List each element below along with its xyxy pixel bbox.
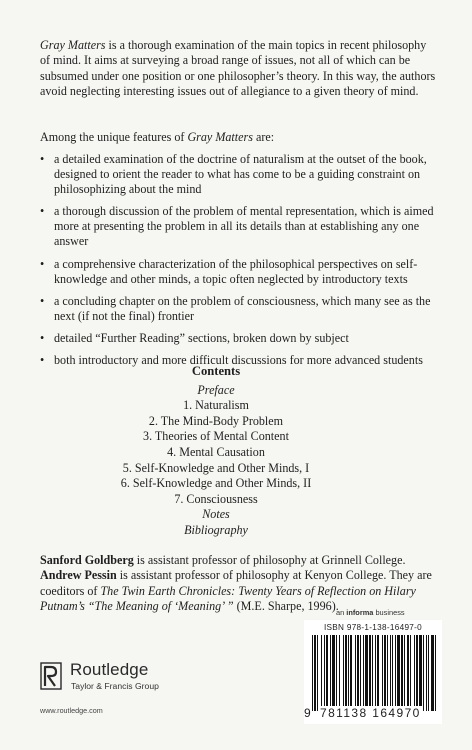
barcode-bar: [348, 635, 349, 711]
barcode-bar: [324, 635, 325, 711]
feature-item: [40, 257, 438, 287]
barcode-bar: [312, 635, 313, 711]
author2-name: Andrew Pessin: [40, 568, 117, 583]
barcode-bar: [375, 635, 376, 711]
barcode-bar: [390, 635, 391, 711]
feature-item: [40, 152, 438, 197]
features-list: [40, 152, 438, 375]
contents-chapter: 2. The Mind-Body Problem: [148, 413, 284, 428]
contents-bibliography: Bibliography: [184, 522, 248, 537]
contents-chapter: 4. Mental Causation: [167, 444, 265, 459]
publisher-name: Routledge: [70, 660, 149, 679]
feature-item: [40, 294, 438, 324]
publisher-group: Taylor & Francis Group: [71, 681, 159, 691]
contents-chapter: 6. Self-Knowledge and Other Minds, II: [120, 476, 312, 491]
barcode-bar: [345, 635, 347, 711]
barcode-bar: [410, 635, 411, 711]
barcode-bar: [339, 635, 340, 711]
intro-title: Gray Matters: [40, 38, 106, 52]
barcode-bar: [431, 635, 434, 711]
barcode-bar: [407, 635, 409, 711]
barcode-bar: [365, 635, 368, 711]
feature-text: a comprehensive characterization of the philosophical perspectives on self-knowledge and other minds, a topic often neglected by introductory texts: [54, 256, 418, 286]
table-of-contents: [60, 364, 372, 539]
feature-item: [40, 331, 438, 346]
barcode-bar: [395, 635, 396, 711]
barcode-bar: [435, 635, 436, 711]
bullet-icon: •: [40, 204, 45, 219]
barcode-bar: [350, 635, 352, 711]
barcode-bar: [372, 635, 373, 711]
author1-name: Sanford Goldberg: [40, 553, 134, 567]
coedited-book-title: The Twin Earth Chronicles: Twenty Years of Reflection on Hilary Putnam’s “The Meaning of ‘Meaning’ ”: [40, 583, 416, 614]
contents-chapter: 7. Consciousness: [174, 491, 258, 506]
contents-preface: Preface: [197, 382, 235, 397]
feature-text: a detailed examination of the doctrine of naturalism at the outset of the book, designed to orient the reader to what has come to be a guiding constraint on philosophizing about the mind: [54, 152, 427, 197]
book-tail: (M.E. Sharpe, 1996).: [233, 599, 339, 614]
bullet-icon: •: [40, 293, 45, 308]
barcode-bar: [382, 635, 383, 711]
barcode-bar: [326, 635, 328, 711]
informa-brand: informa: [346, 608, 374, 617]
barcode-icon: [312, 635, 436, 711]
barcode-bar: [363, 635, 364, 711]
features-lead: [40, 130, 438, 145]
author2-text: is assistant professor of philosophy at Kenyon College. They are coeditors of: [40, 568, 432, 598]
barcode-panel: [304, 620, 442, 724]
routledge-logo-icon: [40, 662, 62, 690]
barcode-bar: [343, 635, 344, 711]
contents-heading: Contents: [191, 364, 241, 378]
intro-paragraph: [40, 38, 438, 100]
publisher-url: www.routledge.com: [40, 706, 103, 715]
barcode-bar: [392, 635, 393, 711]
barcode-bar: [387, 635, 388, 711]
contents-chapter: 1. Naturalism: [183, 398, 249, 413]
barcode-bar: [314, 635, 316, 711]
barcode-bar: [426, 635, 427, 711]
isbn-label: ISBN 978-1-138-16497-0: [323, 623, 423, 632]
barcode-bar: [357, 635, 359, 711]
features-lead-title: Gray Matters: [187, 130, 253, 144]
barcode-bar: [360, 635, 361, 711]
informa-prefix: an: [336, 608, 347, 617]
barcode-bar: [419, 635, 422, 711]
informa-business-tag: [336, 608, 405, 617]
barcode-bar: [317, 635, 318, 711]
author1-text: is assistant professor of philosophy at Grinnell College.: [133, 553, 406, 567]
barcode-bar: [369, 635, 371, 711]
barcode-digits: [304, 706, 442, 722]
informa-suffix: business: [373, 608, 405, 617]
intro-text: is a thorough examination of the main topics in recent philosophy of mind. It aims at surveying a broad range of issues, not all of which can be subsumed under one position or one philosopher’s theory. In this way, the authors avoid neglecting interesting issues out of allegiance to a given theory of mind.: [40, 38, 436, 99]
barcode-bar: [401, 635, 403, 711]
barcode-bar: [377, 635, 379, 711]
bullet-icon: •: [40, 353, 45, 368]
barcode-number: 781138 164970: [320, 706, 421, 720]
bullet-icon: •: [40, 330, 45, 345]
barcode-bar: [404, 635, 405, 711]
feature-text: a concluding chapter on the problem of consciousness, which many see as the next (if not the final) frontier: [54, 293, 431, 323]
feature-text: both introductory and more difficult discussions for more advanced students: [54, 353, 423, 368]
feature-text: a thorough discussion of the problem of mental representation, which is aimed more at presenting the problem in all its details than at establishing any one answer: [54, 204, 434, 249]
barcode-bar: [321, 635, 322, 711]
features-lead-before: Among the unique features of: [40, 130, 188, 144]
contents-chapter: 3. Theories of Mental Content: [143, 429, 289, 444]
bullet-icon: •: [40, 152, 45, 166]
barcode-bar: [336, 635, 337, 711]
barcode-bar: [416, 635, 418, 711]
barcode-bar: [384, 635, 386, 711]
publisher-logo: [40, 660, 210, 710]
barcode-first-digit: 9: [304, 706, 313, 720]
author-bio: [40, 553, 438, 615]
barcode-bar: [423, 635, 424, 711]
contents-chapter: 5. Self-Knowledge and Other Minds, I: [122, 460, 310, 475]
barcode-bar: [428, 635, 429, 711]
contents-notes: Notes: [202, 507, 230, 522]
barcode-bar: [330, 635, 331, 711]
barcode-bar: [414, 635, 415, 711]
barcode-bar: [397, 635, 400, 711]
feature-text: detailed “Further Reading” sections, broken down by subject: [54, 330, 349, 345]
barcode-bar: [332, 635, 335, 711]
barcode-bar: [355, 635, 356, 711]
bullet-icon: •: [40, 256, 45, 271]
features-lead-after: are:: [252, 130, 275, 144]
feature-item: [40, 204, 438, 249]
